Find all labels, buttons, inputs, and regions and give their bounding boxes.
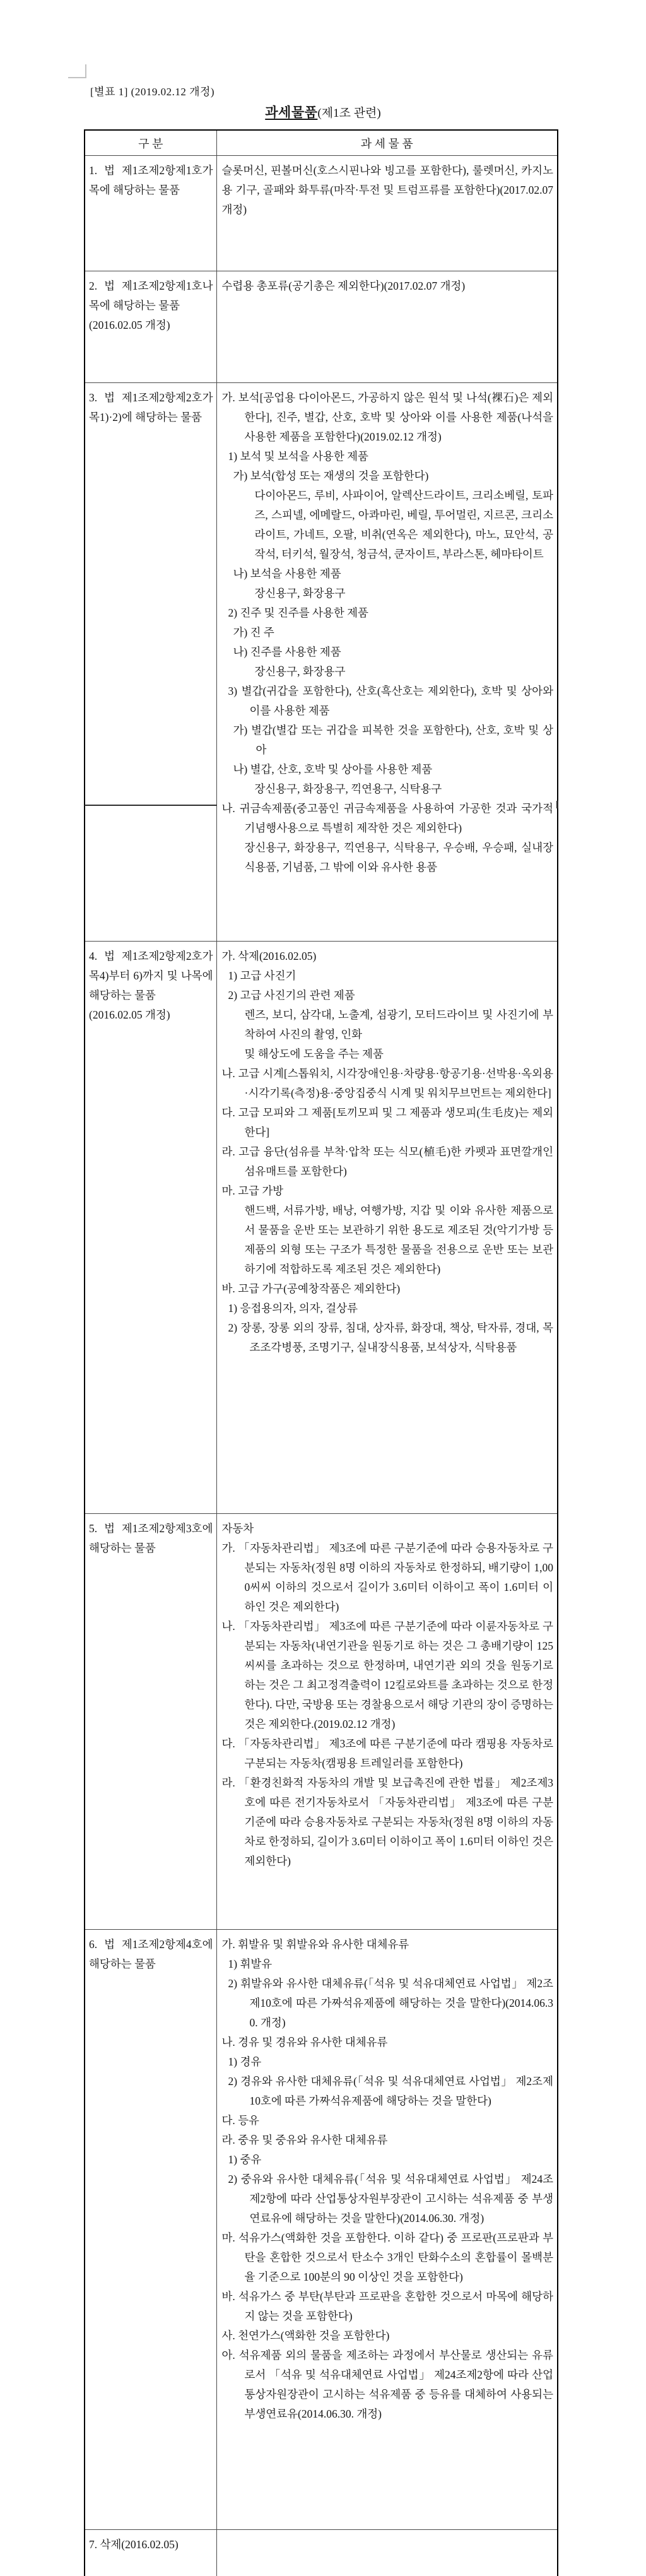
table-header-row xyxy=(85,130,558,156)
content-paragraph: 가) 진 주 xyxy=(233,626,274,639)
editor-corner-mark xyxy=(68,64,86,78)
items-cell xyxy=(216,1930,558,2530)
gubun-cell xyxy=(85,156,216,271)
content-paragraph: 나. 고급 시계[스톱워치, 시각장애인용·차량용·항공기용·선박용·옥외용·시각기록(측정)용·중앙집중식 시계 및 워치무브먼트는 제외한다] xyxy=(221,1067,553,1099)
content-paragraph: 나. 경유 및 경유와 유사한 대체유류 xyxy=(221,2036,388,2048)
content-paragraph: 가) 보석(합성 또는 재생의 것을 포함한다) xyxy=(233,470,429,482)
content-paragraph: 가) 별갑(별갑 또는 귀갑을 피복한 것을 포함한다), 산호, 호박 및 상아 xyxy=(233,724,553,756)
gubun-paragraph: 2. 법 제1조제2항제1호나목에 해당하는 물품 xyxy=(89,280,213,312)
content-paragraph: 라. 고급 융단(섬유를 부착·압착 또는 식모(植毛)한 카펫과 표면깔개인 섬유매트를 포함한다) xyxy=(221,1145,553,1178)
title-text: 과세물품 xyxy=(265,105,318,120)
table-row xyxy=(85,1514,558,1930)
gubun-paragraph: (2016.02.05 개정) xyxy=(89,1008,170,1021)
gubun-paragraph: 6. 법 제1조제2항제4호에 해당하는 물품 xyxy=(89,1938,213,1970)
content-paragraph: 핸드백, 서류가방, 배낭, 여행가방, 지갑 및 이와 유사한 제품으로서 물품을 운반 또는 보관하기 위한 용도로 제조된 것(악기가방 등 제품의 외형 또는 구조가 특정한 물품을 전용으로 운반 또는 보관하기에 적합하도록 제조된 것은 제외한다) xyxy=(244,1204,553,1275)
gubun-paragraph: (2016.02.05 개정) xyxy=(89,319,170,331)
gubun-cell xyxy=(85,1514,216,1930)
content-paragraph: 다. 고급 모피와 그 제품[토끼모피 및 그 제품과 생모피(生毛皮)는 제외한다] xyxy=(221,1106,553,1138)
content-paragraph: 렌즈, 보디, 삼각대, 노출계, 섬광기, 모터드라이브 및 사진기에 부착하여 사진의 촬영, 인화 xyxy=(244,1008,553,1041)
content-paragraph: 장신용구, 화장용구, 끽연용구, 식탁용구 xyxy=(254,783,442,795)
content-paragraph: 1) 고급 사진기 xyxy=(228,969,297,982)
gubun-paragraph: 7. 삭제(2016.02.05) xyxy=(89,2538,179,2551)
content-paragraph: 1) 보석 및 보석을 사용한 제품 xyxy=(228,450,368,463)
items-cell xyxy=(216,271,558,383)
table-row xyxy=(85,942,558,1514)
content-paragraph: 2) 고급 사진기의 관련 제품 xyxy=(228,989,355,1001)
content-paragraph: 가. 휘발유 및 휘발유와 유사한 대체유류 xyxy=(221,1938,409,1951)
items-cell xyxy=(216,942,558,1514)
title-suffix: (제1조 관련) xyxy=(317,107,381,120)
content-paragraph: 라. 「환경친화적 자동차의 개발 및 보급촉진에 관한 법률」 제2조제3호에 따른 전기자동차로서 「자동차관리법」 제3조에 따른 구분기준에 따라 승용자동차로 구분되는 자동차(정원 8명 이하의 자동차로 한정하되, 길이가 3.6미터 이하이고 폭이 1.6미터 이하인 것은 제외한다) xyxy=(221,1776,553,1867)
table-row xyxy=(85,2530,558,2576)
content-paragraph: 장신용구, 화장용구 xyxy=(254,665,346,678)
content-paragraph: 가. 보석[공업용 다이아몬드, 가공하지 않은 원석 및 나석(裸石)은 제외한다], 진주, 별갑, 산호, 호박 및 상아와 이를 사용한 제품(나석을 사용한 제품을 포함한다)(2019.02.12 개정) xyxy=(221,391,553,443)
items-cell xyxy=(216,156,558,271)
content-paragraph: 마. 고급 가방 xyxy=(221,1185,284,1197)
gubun-paragraph: 4. 법 제1조제2항제2호가목4)부터 6)까지 및 나목에 해당하는 물품 xyxy=(89,950,213,1001)
taxable-goods-table xyxy=(84,129,558,2576)
gubun-cell xyxy=(85,271,216,383)
content-paragraph: 1) 중유 xyxy=(228,2153,262,2166)
content-paragraph: 나. 귀금속제품(중고품인 귀금속제품을 사용하여 가공한 것과 국가적 기념행사용으로 특별히 제작한 것은 제외한다) xyxy=(221,802,553,834)
gubun-cell xyxy=(85,2530,216,2576)
content-paragraph: 2) 중유와 유사한 대체유류(「석유 및 석유대체연료 사업법」 제24조제2항에 따라 산업통상자원부장관이 고시하는 석유제품 중 부생연료유에 해당하는 것을 말한다)(2014.06.30. 개정) xyxy=(228,2173,553,2224)
content-paragraph: 바. 석유가스 중 부탄(부탄과 프로판을 혼합한 것으로서 마목에 해당하지 않는 것을 포함한다) xyxy=(221,2290,553,2322)
annex-annotation: [별표 1] (2019.02.12 개정) xyxy=(90,86,215,98)
gubun-cell xyxy=(85,383,216,942)
content-paragraph: 2) 장롱, 장롱 외의 장류, 침대, 상자류, 화장대, 책상, 탁자류, 경대, 목조조각병풍, 조명기구, 실내장식용품, 보석상자, 식탁용품 xyxy=(228,1321,553,1354)
content-paragraph: 나) 별갑, 산호, 호박 및 상아를 사용한 제품 xyxy=(233,763,433,776)
content-paragraph: 라. 중유 및 중유와 유사한 대체유류 xyxy=(221,2134,388,2146)
content-paragraph: 1) 휘발유 xyxy=(228,1958,273,1970)
content-paragraph: 자동차 xyxy=(221,1522,254,1535)
content-paragraph: 1) 응접용의자, 의자, 걸상류 xyxy=(228,1302,358,1315)
content-paragraph: 3) 별갑(귀갑을 포함한다), 산호(흑산호는 제외한다), 호박 및 상아와 이를 사용한 제품 xyxy=(228,685,553,717)
content-paragraph: 2) 경유와 유사한 대체유류(「석유 및 석유대체연료 사업법」 제2조제10호에 따른 가짜석유제품에 해당하는 것을 말한다) xyxy=(228,2075,553,2107)
content-paragraph: 가. 「자동차관리법」 제3조에 따른 구분기준에 따라 승용자동차로 구분되는 자동차(정원 8명 이하의 자동차로 한정하되, 배기량이 1,000씨씨 이하의 것으로서 길이가 3.6미터 이하이고 폭이 1.6미터 이하인 것은 제외한다) xyxy=(221,1542,553,1613)
content-paragraph: 나. 「자동차관리법」 제3조에 따른 구분기준에 따라 이륜자동차로 구분되는 자동차(내연기관을 원동기로 하는 것은 그 총배기량이 125씨씨를 초과하는 것으로 한정하며, 내연기관 외의 것을 원동기로 하는 것은 그 최고정격출력이 12킬로와트를 초과하는 것으로 한정한다). 다만, 국방용 또는 경찰용으로서 해당 기관의 장이 증명하는 것은 제외한다.(2019.02.12 개정) xyxy=(221,1620,553,1730)
gubun-paragraph: 1. 법 제1조제2항제1호가목에 해당하는 물품 xyxy=(89,164,213,196)
gubun-paragraph: 3. 법 제1조제2항제2호가목1)·2)에 해당하는 물품 xyxy=(89,391,213,423)
table-row xyxy=(85,1930,558,2530)
table-row xyxy=(85,156,558,271)
content-paragraph: 아. 석유제품 외의 물품을 제조하는 과정에서 부산물로 생산되는 유류로서 「석유 및 석유대체연료 사업법」 제24조제2항에 따라 산업통상자원장관이 고시하는 석유제품 중 등유를 대체하여 사용되는 부생연료유(2014.06.30. 개정) xyxy=(221,2349,553,2420)
items-cell xyxy=(216,383,558,942)
content-paragraph: 사. 천연가스(액화한 것을 포함한다) xyxy=(221,2329,390,2342)
content-paragraph: 나) 보석을 사용한 제품 xyxy=(233,567,341,580)
content-paragraph: 2) 진주 및 진주를 사용한 제품 xyxy=(228,606,368,619)
content-paragraph: 슬롯머신, 핀볼머신(호스시핀나와 빙고를 포함한다), 룰렛머신, 카지노용 기구, 골패와 화투류(마작·투전 및 트럼프류를 포함한다)(2017.02.07 개정) xyxy=(221,164,553,216)
content-paragraph: 수렵용 총포류(공기총은 제외한다)(2017.02.07 개정) xyxy=(221,280,466,292)
page-title xyxy=(0,102,646,121)
content-paragraph: 2) 휘발유와 유사한 대체유류(「석유 및 석유대체연료 사업법」 제2조제10호에 따른 가짜석유제품에 해당하는 것을 말한다)(2014.06.30. 개정) xyxy=(228,1977,553,2029)
items-cell xyxy=(216,1514,558,1930)
table-row xyxy=(85,383,558,942)
content-paragraph: 및 해상도에 도움을 주는 제품 xyxy=(244,1048,384,1060)
content-paragraph: 다. 등유 xyxy=(221,2114,259,2127)
content-paragraph: 마. 석유가스(액화한 것을 포함한다. 이하 같다) 중 프로판(프로판과 부탄을 혼합한 것으로서 탄소수 3개인 탄화수소의 혼합률이 몰백분율 기준으로 100분의 90 이상인 것을 포함한다) xyxy=(221,2231,553,2283)
content-paragraph: 바. 고급 가구(공예창작품은 제외한다) xyxy=(221,1282,401,1295)
content-paragraph: 장신용구, 화장용구 xyxy=(254,587,346,600)
content-paragraph: 다이아몬드, 루비, 사파이어, 알렉산드라이트, 크리소베릴, 토파즈, 스피넬, 에메랄드, 아콰마린, 베릴, 투어멀린, 지르콘, 크리소라이트, 가네트, 오팔, 비취(연옥은 제외한다), 마노, 묘안석, 공작석, 터키석, 월장석, 청금석, 쿤자이트, 부라스톤, 헤마타이트 xyxy=(254,489,553,560)
content-paragraph: 나) 진주를 사용한 제품 xyxy=(233,646,341,658)
gubun-paragraph: 5. 법 제1조제2항제3호에 해당하는 물품 xyxy=(89,1522,213,1554)
gubun-cell xyxy=(85,942,216,1514)
content-paragraph: 장신용구, 화장용구, 끽연용구, 식탁용구, 우승배, 우승패, 실내장식용품, 기념품, 그 밖에 이와 유사한 용품 xyxy=(244,841,553,873)
content-paragraph: 1) 경유 xyxy=(228,2055,262,2068)
column-header-items: 과 세 물 품 xyxy=(216,130,558,156)
gubun-cell xyxy=(85,1930,216,2530)
table-body xyxy=(85,156,558,2576)
table-row xyxy=(85,271,558,383)
items-cell xyxy=(216,2530,558,2576)
content-paragraph: 가. 삭제(2016.02.05) xyxy=(221,950,317,962)
content-paragraph: 다. 「자동차관리법」 제3조에 따른 구분기준에 따라 캠핑용 자동차로 구분되는 자동차(캠핑용 트레일러를 포함한다) xyxy=(221,1737,553,1770)
column-header-gubun: 구 분 xyxy=(85,130,216,156)
